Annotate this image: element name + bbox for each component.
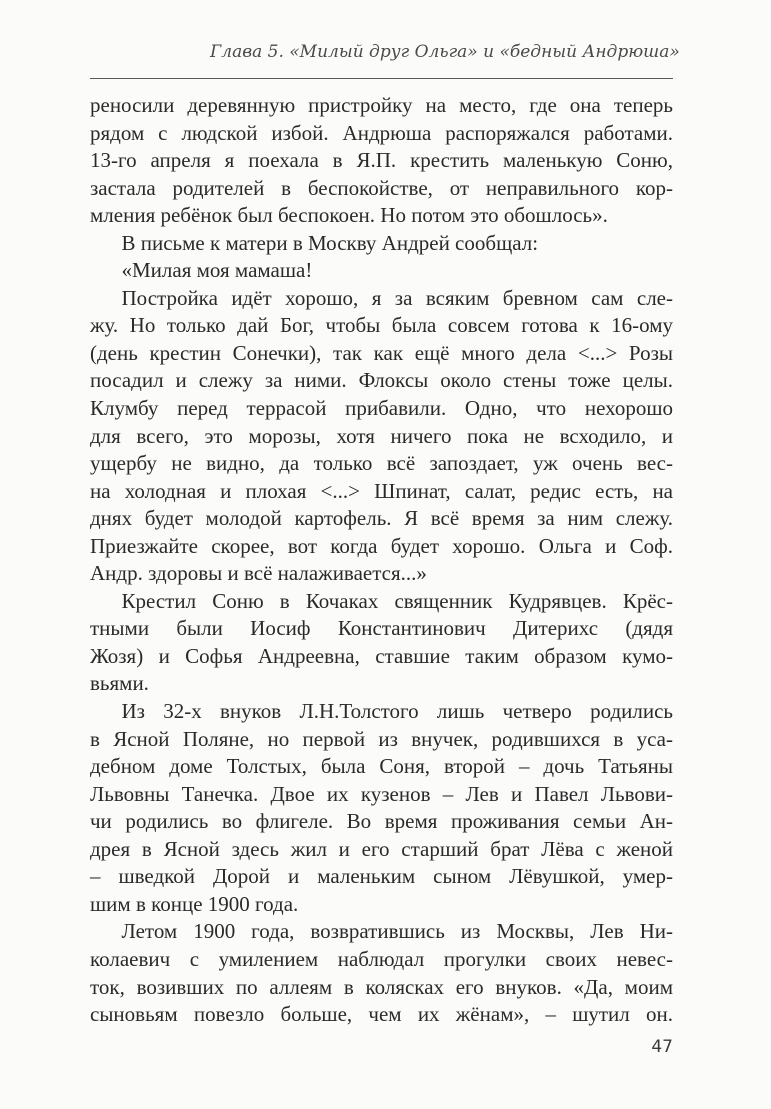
text-line: 13-го апреля я поехала в Я.П. крестить маленькую Соню, [90, 148, 673, 173]
text-line: вьями. [90, 671, 149, 696]
text-line: ток, возивших по аллеям в колясках его внуков. «Да, моим [90, 974, 673, 999]
text-line: – шведкой Дорой и маленьким сыном Лёвушкой, умер- [90, 864, 673, 889]
header-rule [90, 78, 673, 79]
text-line: тными были Иосиф Константинович Дитерихс (дядя [90, 616, 673, 641]
text-line: посадил и слежу за ними. Флоксы около стены тоже целы. [90, 368, 673, 393]
text-line: реносили деревянную пристройку на место, где она теперь [90, 93, 673, 117]
text-line: (день крестин Сонечки), так как ещё много дела <...> Розы [90, 340, 673, 365]
text-line: мления ребёнок был беспокоен. Но потом это обошлось». [90, 203, 608, 228]
text-line: дрея в Ясной здесь жил и его старший брат Лёва с женой [90, 836, 673, 861]
text-line: рядом с людской избой. Андрюша распоряжался работами. [90, 120, 673, 145]
text-line: на холодная и плохая <...> Шпинат, салат, редис есть, на [90, 478, 673, 503]
text-line: ущербу не видно, да только всё запоздает, уж очень вес- [90, 451, 673, 476]
text-line: шим в конце 1900 года. [90, 891, 299, 916]
text-line: Жозя) и Софья Андреевна, ставшие таким образом кумо- [90, 643, 673, 668]
text-line: Из 32-х внуков Л.Н.Толстого лишь четверо родились [121, 699, 673, 724]
text-line: застала родителей в беспокойстве, от неправильного кор- [90, 175, 673, 200]
text-line: Андр. здоровы и всё налаживается...» [90, 561, 427, 586]
text-line: сыновьям повезло больше, чем их жёнам», – шутил он. [90, 1002, 673, 1027]
text-line: жу. Но только дай Бог, чтобы была совсем готова к 16-ому [90, 313, 673, 338]
text-line: Клумбу перед террасой прибавили. Одно, что нехорошо [90, 396, 673, 421]
text-line: дебном доме Толстых, была Соня, второй – дочь Татьяны [90, 754, 673, 779]
text-line: днях будет молодой картофель. Я всё время за ним слежу. [90, 506, 673, 531]
text-line: Приезжайте скорее, вот когда будет хорошо. Ольга и Соф. [90, 533, 673, 558]
text-line: колаевич с умилением наблюдал прогулки своих невес- [90, 946, 673, 971]
running-head: Глава 5. «Милый друг Ольга» и «бедный Андрюша» [210, 42, 680, 62]
text-line: Львовны Танечка. Двое их кузенов – Лев и Павел Львови- [90, 781, 673, 806]
text-line: Летом 1900 года, возвратившись из Москвы, Лев Ни- [121, 919, 673, 944]
text-line: «Милая моя мамаша! [121, 258, 313, 283]
body-text [90, 92, 673, 1029]
text-line: чи родились во флигеле. Во время проживания семьи Ан- [90, 809, 673, 834]
text-line: Постройка идёт хорошо, я за всяким бревном сам сле- [121, 285, 673, 310]
text-line: Крестил Соню в Кочаках священник Кудрявцев. Крёс- [121, 588, 673, 613]
text-line: для всего, это морозы, хотя ничего пока не всходило, и [90, 423, 673, 448]
text-line: В письме к матери в Москву Андрей сообщал: [121, 230, 539, 255]
text-line: в Ясной Поляне, но первой из внучек, родившихся в уса- [90, 726, 673, 751]
page-number: 47 [651, 1037, 673, 1057]
